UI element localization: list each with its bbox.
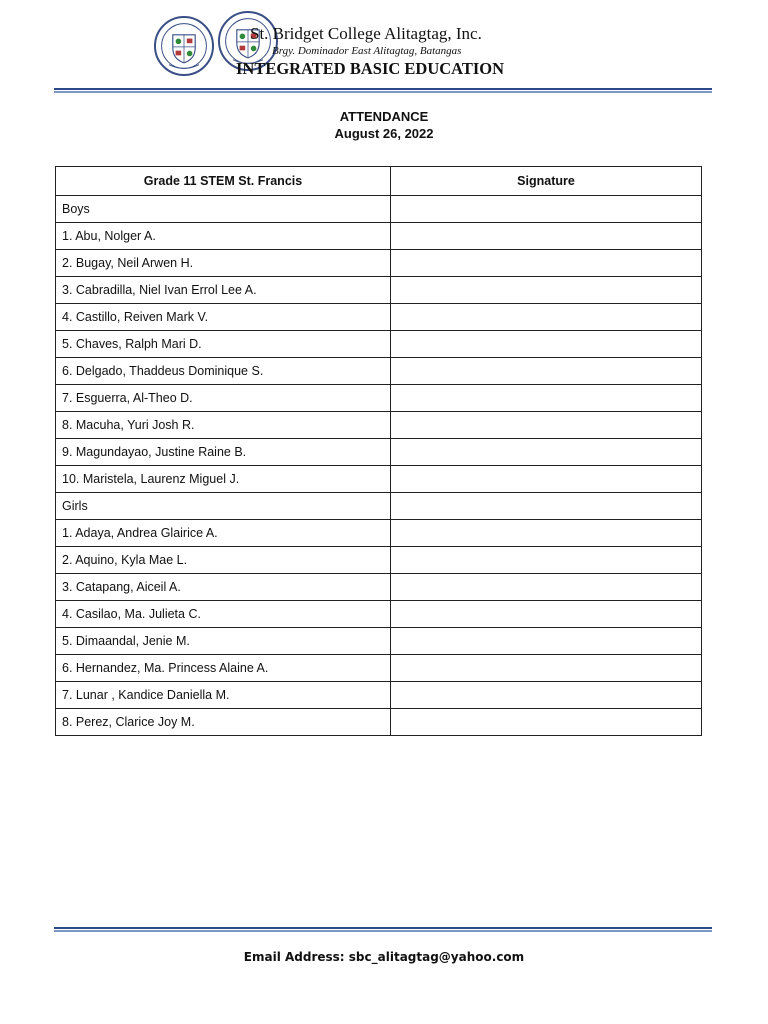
college-seal-icon xyxy=(154,16,214,76)
table-header-row xyxy=(56,167,702,196)
signature-cell[interactable] xyxy=(391,709,702,736)
table-row xyxy=(56,223,702,250)
table-row xyxy=(56,412,702,439)
student-name-cell: 2. Bugay, Neil Arwen H. xyxy=(56,250,391,277)
student-name-cell: 8. Perez, Clarice Joy M. xyxy=(56,709,391,736)
signature-cell[interactable] xyxy=(391,277,702,304)
student-name-cell: 6. Hernandez, Ma. Princess Alaine A. xyxy=(56,655,391,682)
signature-cell[interactable] xyxy=(391,520,702,547)
table-row xyxy=(56,250,702,277)
student-name-cell: 3. Catapang, Aiceil A. xyxy=(56,574,391,601)
student-name-cell: Girls xyxy=(56,493,391,520)
student-name-cell: 5. Dimaandal, Jenie M. xyxy=(56,628,391,655)
school-name: St. Bridget College Alitagtag, Inc. xyxy=(250,24,482,43)
table-row xyxy=(56,709,702,736)
table-row xyxy=(56,304,702,331)
student-name-cell: 4. Castillo, Reiven Mark V. xyxy=(56,304,391,331)
student-name-cell: 4. Casilao, Ma. Julieta C. xyxy=(56,601,391,628)
table-row xyxy=(56,628,702,655)
signature-cell[interactable] xyxy=(391,493,702,520)
department-name: INTEGRATED BASIC EDUCATION xyxy=(236,59,505,78)
header-divider xyxy=(54,88,712,94)
table-row xyxy=(56,682,702,709)
attendance-table xyxy=(55,166,702,736)
student-name-cell: 1. Adaya, Andrea Glairice A. xyxy=(56,520,391,547)
signature-cell[interactable] xyxy=(391,547,702,574)
student-name-cell: 9. Magundayao, Justine Raine B. xyxy=(56,439,391,466)
student-name-cell: 3. Cabradilla, Niel Ivan Errol Lee A. xyxy=(56,277,391,304)
table-row xyxy=(56,331,702,358)
table-row xyxy=(56,547,702,574)
document-header xyxy=(0,0,768,90)
footer-email: Email Address: sbc_alitagtag@yahoo.com xyxy=(243,950,525,964)
student-name-cell: 6. Delgado, Thaddeus Dominique S. xyxy=(56,358,391,385)
signature-cell[interactable] xyxy=(391,412,702,439)
signature-cell[interactable] xyxy=(391,358,702,385)
table-row xyxy=(56,277,702,304)
document-date: August 26, 2022 xyxy=(334,126,434,141)
table-row xyxy=(56,493,702,520)
table-row xyxy=(56,358,702,385)
student-name-cell: 1. Abu, Nolger A. xyxy=(56,223,391,250)
column-header-class: Grade 11 STEM St. Francis xyxy=(56,167,391,196)
signature-cell[interactable] xyxy=(391,304,702,331)
student-name-cell: 8. Macuha, Yuri Josh R. xyxy=(56,412,391,439)
signature-cell[interactable] xyxy=(391,331,702,358)
signature-cell[interactable] xyxy=(391,196,702,223)
signature-cell[interactable] xyxy=(391,223,702,250)
student-name-cell: 2. Aquino, Kyla Mae L. xyxy=(56,547,391,574)
signature-cell[interactable] xyxy=(391,655,702,682)
student-name-cell: Boys xyxy=(56,196,391,223)
student-name-cell: 10. Maristela, Laurenz Miguel J. xyxy=(56,466,391,493)
table-row xyxy=(56,196,702,223)
signature-cell[interactable] xyxy=(391,439,702,466)
table-row xyxy=(56,439,702,466)
column-header-signature: Signature xyxy=(391,167,702,196)
student-name-cell: 7. Lunar , Kandice Daniella M. xyxy=(56,682,391,709)
table-row xyxy=(56,520,702,547)
table-row xyxy=(56,601,702,628)
table-row xyxy=(56,385,702,412)
school-address: Brgy. Dominador East Alitagtag, Batangas xyxy=(272,45,462,57)
signature-cell[interactable] xyxy=(391,385,702,412)
table-row xyxy=(56,466,702,493)
signature-cell[interactable] xyxy=(391,250,702,277)
signature-cell[interactable] xyxy=(391,682,702,709)
signature-cell[interactable] xyxy=(391,466,702,493)
table-row xyxy=(56,655,702,682)
student-name-cell: 7. Esguerra, Al-Theo D. xyxy=(56,385,391,412)
footer-divider xyxy=(54,927,712,933)
student-name-cell: 5. Chaves, Ralph Mari D. xyxy=(56,331,391,358)
table-row xyxy=(56,574,702,601)
document-title: ATTENDANCE xyxy=(339,109,429,124)
signature-cell[interactable] xyxy=(391,601,702,628)
signature-cell[interactable] xyxy=(391,628,702,655)
signature-cell[interactable] xyxy=(391,574,702,601)
